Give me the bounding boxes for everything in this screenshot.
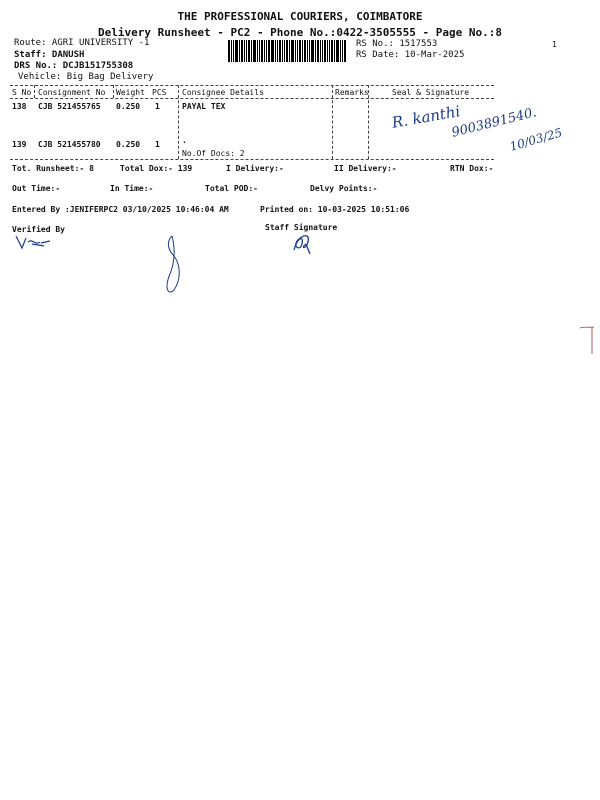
barcode-bar [344,40,346,62]
header-consignee: Consignee Details [182,88,264,97]
out-time: Out Time:- [12,184,61,193]
barcode-bar [251,40,252,62]
barcode-bar [340,40,341,62]
header-consignment: Consignment No [38,88,106,97]
barcode-bar [239,40,240,62]
row-2-consignee: . [182,136,187,145]
barcode-bar [275,40,276,62]
row-2-sno: 139 [12,140,27,149]
scribble-mark-icon [158,234,188,298]
total-pod: Total POD:- [205,184,258,193]
barcode-bar [244,40,245,62]
barcode-bar [331,40,333,62]
handwriting-date: 10/03/25 [508,125,564,154]
barcode-bar [295,40,296,62]
col-divider [332,85,333,159]
company-title: THE PROFESSIONAL COURIERS, COIMBATORE [177,10,423,23]
barcode-bar [284,40,285,62]
margin-mark-icon [576,318,596,358]
staff-signature-icon [288,230,322,256]
barcode-bar [277,40,278,62]
barcode-bar [246,40,247,62]
barcode-bar [309,40,310,62]
barcode-bar [286,40,288,62]
barcode-bar [235,40,238,62]
barcode-bar [334,40,335,62]
entered-by: Entered By :JENIFERPC2 03/10/2025 10:46:04 AM [12,205,229,214]
header-remarks: Remarks [335,88,369,97]
barcode-bar [241,40,243,62]
row-2-pcs: 1 [155,140,160,149]
row-1-consignee: PAYAL TEX [182,102,226,111]
barcode-bar [259,40,260,62]
barcode-bar [304,40,306,62]
col-divider [178,85,179,159]
no-of-docs: No.Of Docs: 2 [182,149,245,158]
barcode-bar [231,40,232,62]
ii-delivery: II Delivery:- [334,164,397,173]
barcode-bar [261,40,263,62]
barcode-bar [322,40,323,62]
handwriting-name: R. kanthi [390,102,462,132]
barcode-bar [289,40,290,62]
rs-date: RS Date: 10-Mar-2025 [356,50,465,60]
barcode-bar [253,40,256,62]
handwriting-phone: 9003891540. [450,105,539,141]
rtn-dox: RTN Dox:- [450,164,494,173]
table-header-border [10,98,494,99]
col-divider [34,85,35,98]
barcode-bar [291,40,294,62]
header-pcs: PCS [152,88,167,97]
printed-on: Printed on: 10-03-2025 10:51:06 [260,205,410,214]
barcode-bar [233,40,234,62]
barcode-bar [264,40,265,62]
handwritten-signature [392,100,592,170]
row-1-pcs: 1 [155,102,160,111]
drs-number: DRS No.: DCJB151755308 [14,61,134,71]
barcode-bar [271,40,274,62]
verified-by-signature-icon [14,232,54,254]
barcode-bar [266,40,267,62]
barcode-bar [297,40,298,62]
tot-runsheet: Tot. Runsheet:- 8 [12,164,94,173]
route-label: Route: AGRI UNIVERSITY -1 [14,38,150,48]
row-2-weight: 0.250 [116,140,141,149]
barcode-bar [315,40,316,62]
corner-mark: 1 [552,40,557,49]
rs-number: RS No.: 1517553 [356,39,438,49]
barcode-bar [311,40,314,62]
barcode-bar [257,40,258,62]
runsheet-title: Delivery Runsheet - PC2 - Phone No.:0422-3505555 - Page No.:8 [98,26,502,39]
barcode-bar [317,40,319,62]
header-weight: Weight [116,88,145,97]
barcode-bar [324,40,326,62]
row-2-consignment: CJB 521455780 [38,140,101,149]
col-divider [113,85,114,98]
delvy-points: Delvy Points:- [310,184,378,193]
barcode-bar [320,40,321,62]
staff-signature-label: Staff Signature [265,223,338,232]
vehicle-label: Vehicle: Big Bag Delivery [18,72,154,82]
barcode-bar [336,40,339,62]
barcode-bar [279,40,281,62]
barcode-bar [248,40,250,62]
row-1-consignment: CJB 521455765 [38,102,101,111]
in-time: In Time:- [110,184,154,193]
row-1-weight: 0.250 [116,102,141,111]
i-delivery: I Delivery:- [226,164,284,173]
table-top-border [10,85,494,86]
barcode-bar [302,40,303,62]
barcode-bar [327,40,328,62]
header-seal: Seal & Signature [392,88,470,97]
barcode-bar [268,40,270,62]
staff-label: Staff: DANUSH [14,50,85,60]
barcode-bar [342,40,343,62]
barcode-bar [329,40,330,62]
barcode-bar [282,40,283,62]
row-1-sno: 138 [12,102,27,111]
barcode-bar [228,40,230,62]
barcode-image [228,40,350,62]
header-sno: S No [12,88,32,97]
barcode-bar [299,40,301,62]
barcode-bar [307,40,308,62]
verified-by-label: Verified By [12,225,65,234]
total-dox: Total Dox:- 139 [120,164,193,173]
